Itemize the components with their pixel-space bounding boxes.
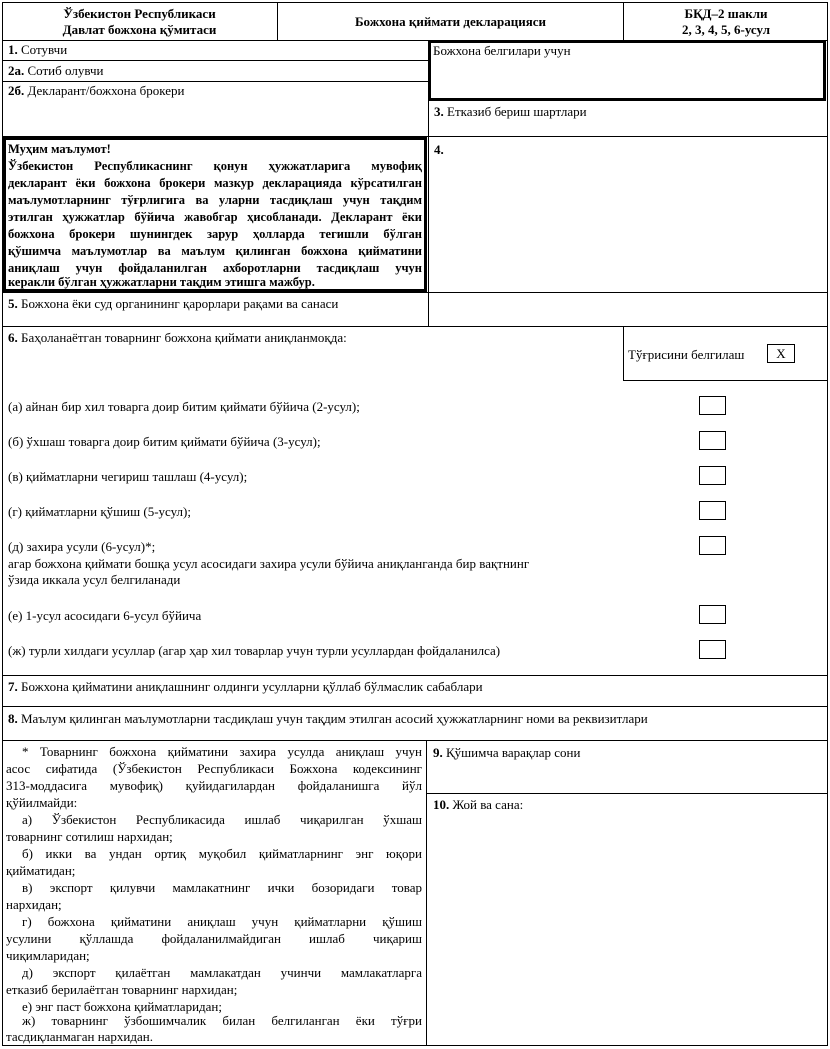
legend-left <box>623 326 624 380</box>
method-e-label: (д) захира усули (6-усул)*; <box>8 539 156 554</box>
field-supporting-documents[interactable] <box>8 711 648 727</box>
mark-legend-sample <box>767 344 795 363</box>
field-7-num: 7. <box>8 679 18 694</box>
footnote-line: товарнинг сотилиш нархидан; <box>6 829 173 844</box>
footnote-line: а) Ўзбекистон Республикасида ишлаб чиқарилган ўхшаш <box>22 812 422 827</box>
footnote-line: етказиб берилаётган товарнинг нархидан; <box>6 982 238 997</box>
mark-legend-x: X <box>776 346 786 361</box>
method-b-label: (б) ўхшаш товарга доир битим қиймати бўйича (3-усул); <box>8 434 321 449</box>
field-5-num: 5. <box>8 296 18 311</box>
field-delivery-num: 3. <box>434 104 444 119</box>
notice-line: керакли бўлган ҳужжатларни тақдим этишга мажбур. <box>8 275 315 289</box>
field-buyer-num: 2а. <box>8 63 25 78</box>
field-declarant[interactable] <box>8 83 184 99</box>
notice-line: қўшимча маълумотлар ва маълум қилинган божхона қийматини <box>8 244 422 258</box>
lower-vertical <box>426 740 427 1046</box>
field-10-label: Жой ва сана: <box>452 797 524 812</box>
method-d-checkbox[interactable] <box>699 501 726 520</box>
row1-line <box>2 60 428 61</box>
form-methods: 2, 3, 4, 5, 6-усул <box>682 22 770 37</box>
method-b-checkbox[interactable] <box>699 431 726 450</box>
method-e-note-line: агар божхона қиймати бошқа усул асосидаги захира усули бўйича аниқланганда бир вақтнинг <box>8 556 530 571</box>
footnote-line: қийматидан; <box>6 863 76 878</box>
row4-line <box>2 292 828 293</box>
notice-title: Муҳим маълумот! <box>8 142 111 156</box>
footnote-line: ж) товарнинг ўзбошимчалик билан белгиланган ёки тўғри <box>22 1013 422 1028</box>
notice-line: этилган ҳужжатлар бўйича жавобгар ҳисобланади. Декларант ёки <box>8 210 422 224</box>
header-left-line1: Ўзбекистон Республикаси <box>63 6 216 21</box>
row5-line <box>2 326 828 327</box>
field-delivery-terms[interactable] <box>434 104 587 120</box>
footnote-line: тасдиқланмаган нархидан. <box>6 1029 153 1044</box>
field-7-label: Божхона қийматини аниқлашнинг олдинги усулларни қўллаб бўлмаслик сабаблари <box>21 679 483 694</box>
field-buyer-label: Сотиб олувчи <box>27 63 104 78</box>
field-6-label: Баҳоланаётган товарнинг божхона қиймати аниқланмоқда: <box>21 330 347 345</box>
method-e-checkbox[interactable] <box>699 536 726 555</box>
row7-line <box>2 706 828 707</box>
notice-line: Ўзбекистон Республикаснинг қонун ҳужжатларига мувофиқ <box>8 159 422 173</box>
mark-legend-label: Тўғрисини белгилаш <box>628 347 745 362</box>
footnote-line: нархидан; <box>6 897 62 912</box>
method-a-label: (а) айнан бир хил товарга доир битим қиймати бўйича (2-усул); <box>8 399 360 414</box>
row9-line <box>426 793 828 794</box>
form-code: БҚД–2 шакли <box>684 6 768 21</box>
footnote-line: 313-моддасига мувофиқ) қуйидагилардан фойдаланишга йўл <box>6 778 422 793</box>
field-8-label: Маълум қилинган маълумотларни тасдиқлаш учун тақдим этилган асосий ҳужжатларнинг номи ва реквизитлари <box>21 711 648 726</box>
field-seller-label: Сотувчи <box>21 42 68 57</box>
footnote-line: * Товарнинг божхона қийматини захира усулда аниқлаш учун <box>22 744 422 759</box>
field-5-label: Божхона ёки суд органининг қарорлари рақами ва санаси <box>21 296 339 311</box>
field-place-date[interactable] <box>433 797 523 813</box>
method-a-checkbox[interactable] <box>699 396 726 415</box>
header-right <box>624 6 828 38</box>
method-g-checkbox[interactable] <box>699 640 726 659</box>
legend-bottom <box>623 380 828 381</box>
method-f-label: (е) 1-усул асосидаги 6-усул бўйича <box>8 608 202 623</box>
footnote-line: қўйилмайди: <box>6 795 78 810</box>
footnote-line: усулини қўллашда фойдаланилмайдиган ишлаб чиқариш <box>6 931 422 946</box>
footnote-line: д) экспорт қилаётган мамлакатдан учинчи мамлакатларга <box>22 965 422 980</box>
header-left-line2: Давлат божхона қўмитаси <box>62 22 217 37</box>
notice-line: маълумотларнинг тўғрлигига ва уларни тасдиқлаш учун тақдим <box>8 193 422 207</box>
field-inapplicable-reasons[interactable] <box>8 679 483 695</box>
footnote-line: е) энг паст божхона қийматларидан; <box>22 999 222 1014</box>
method-e-note-line: ўзида иккала усул белгиланади <box>8 572 181 587</box>
notice-line: божхона брокери шунингдек зарур ҳолларда тегишли бўлган <box>8 227 422 241</box>
row8-line <box>2 740 828 741</box>
field-8-num: 8. <box>8 711 18 726</box>
field-9-num: 9. <box>433 745 443 760</box>
field-extra-sheets[interactable] <box>433 745 580 761</box>
field-seller-num: 1. <box>8 42 18 57</box>
field-10-num: 10. <box>433 797 450 812</box>
row3-line <box>428 136 828 137</box>
notice-line: декларант ёки божхона брокери мазкур декларацияда кўрсатилган <box>8 176 422 190</box>
method-c-label: (в) қийматларни чегириш ташлаш (4-усул); <box>8 469 248 484</box>
field-valuation-method <box>8 330 347 346</box>
field-delivery-label: Етказиб бериш шартлари <box>447 104 587 119</box>
field-court-decisions[interactable] <box>8 296 338 312</box>
field-buyer[interactable] <box>8 63 103 79</box>
header-title: Божхона қиймати декларацияси <box>354 14 547 29</box>
field-declarant-num: 2б. <box>8 83 25 98</box>
footnote-line: асос сифатида (Ўзбекистон Республикаси Божхона кодексининг <box>6 761 422 776</box>
method-f-checkbox[interactable] <box>699 605 726 624</box>
method-d-label: (г) қийматларни қўшиш (5-усул); <box>8 504 191 519</box>
field-4-num[interactable]: 4. <box>434 142 444 157</box>
notice-line: аниқлаш учун фойдаланилган ахборотларни тасдиқлаш учун <box>8 261 422 275</box>
footnote-line: в) экспорт қилувчи мамлакатнинг ички бозоридаги товар <box>22 880 422 895</box>
footnote-line: чиқимларидан; <box>6 948 90 963</box>
customs-marks-label: Божхона белгилари учун <box>433 43 571 58</box>
method-g-label: (ж) турли хилдаги усуллар (агар ҳар хил товарлар учун турли усуллардан фойдаланилса) <box>8 643 501 658</box>
method-c-checkbox[interactable] <box>699 466 726 485</box>
field-declarant-label: Декларант/божхона брокери <box>27 83 185 98</box>
row6-line <box>2 675 828 676</box>
field-9-label: Қўшимча варақлар сони <box>446 745 581 760</box>
footnote-line: г) божхона қийматини аниқлаш учун қийматларни қўшиш <box>22 914 422 929</box>
field-6-num: 6. <box>8 330 18 345</box>
field-seller[interactable] <box>8 42 67 58</box>
row2a-line <box>2 81 428 82</box>
header-left <box>2 6 277 38</box>
footnote-line: б) икки ва ундан ортиқ муқобил қийматларнинг энг юқори <box>22 846 422 861</box>
